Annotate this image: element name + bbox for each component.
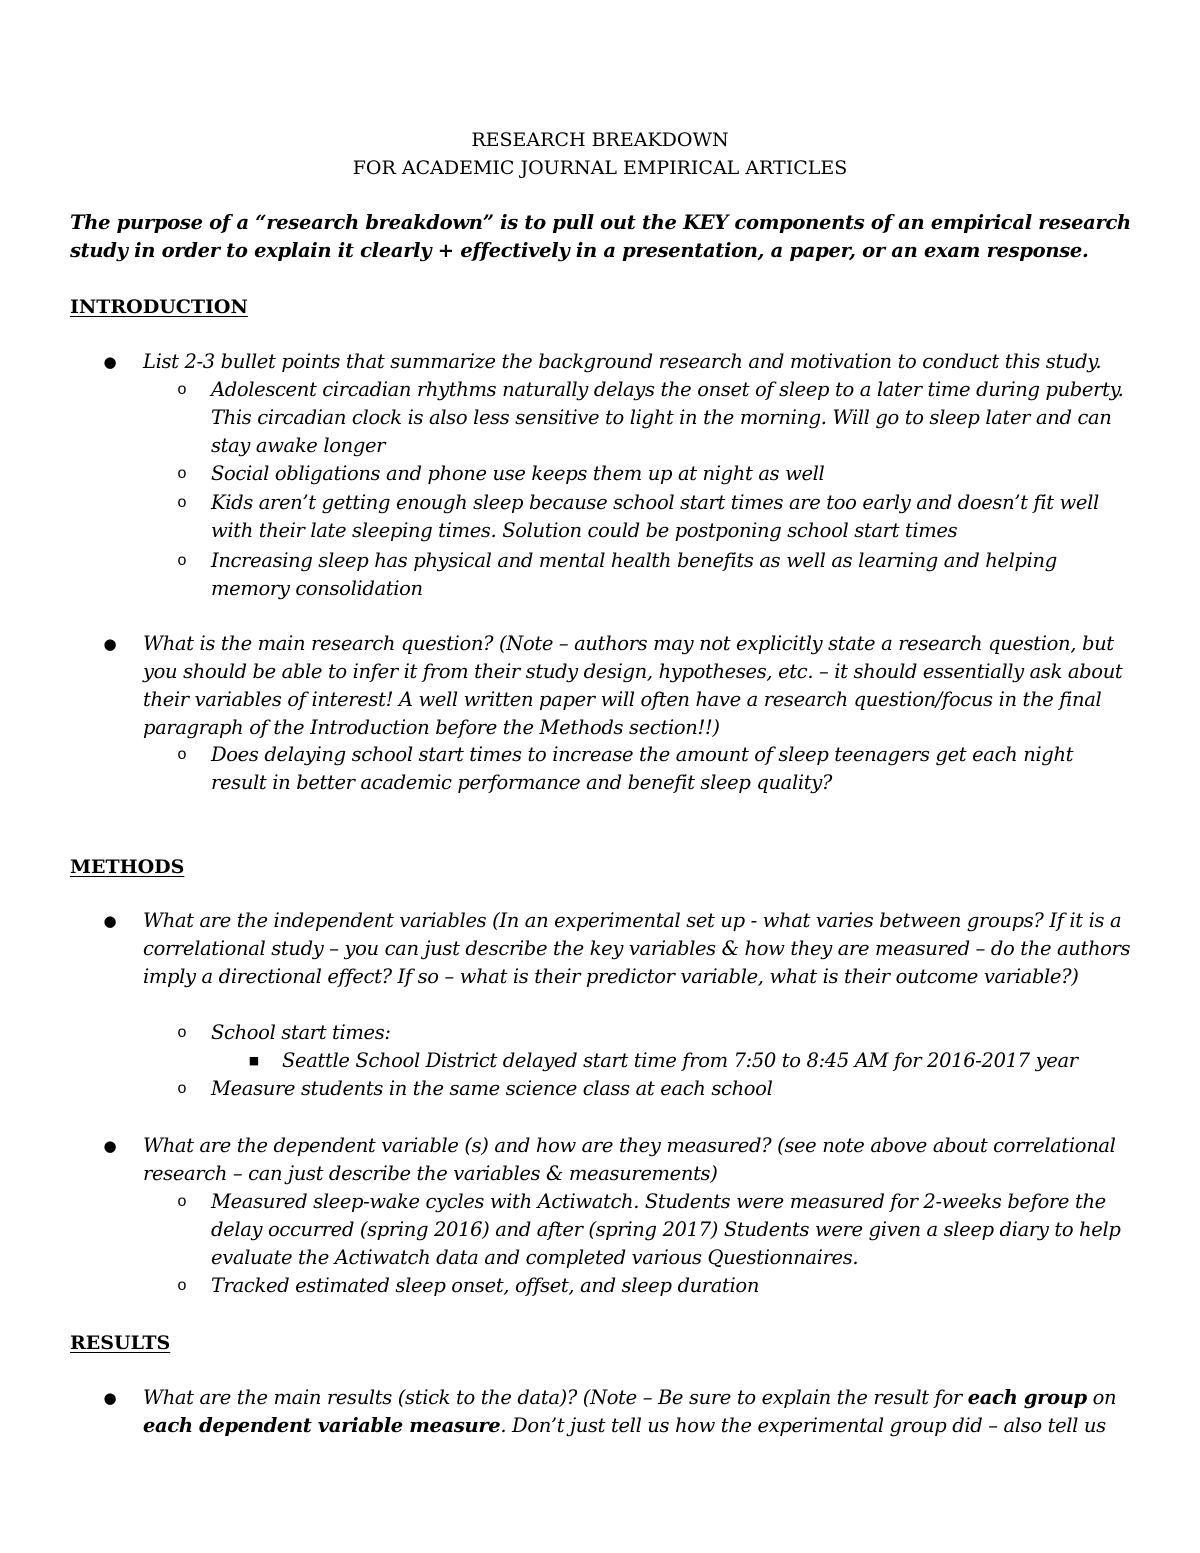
circle-marker: o — [177, 1024, 187, 1041]
methods-heading: METHODS — [70, 856, 185, 878]
circle-marker: o — [177, 1277, 187, 1294]
results-question-text: on — [1086, 1386, 1117, 1409]
methods-answer-item: Measure students in the same science class at each school — [211, 1077, 773, 1100]
methods-answer-item: Measured sleep-wake cycles with Actiwatch. Students were measured for 2-weeks before the delay occurred (spring 2016) and after (spring 2017) Students were given a sleep diary to help evaluate the Actiwatch data and completed various Questionnaires. — [211, 1190, 1121, 1269]
introduction-heading: INTRODUCTION — [70, 296, 248, 318]
bullet-marker: ● — [103, 353, 117, 371]
circle-marker: o — [177, 465, 187, 482]
results-question-text: . Don’t just tell us how the experimental group did – also tell us — [500, 1414, 1106, 1437]
bullet-marker: ● — [103, 912, 117, 930]
methods-answer-subitem: Seattle School District delayed start time from 7:50 to 8:45 AM for 2016-2017 year — [282, 1049, 1078, 1072]
bullet-marker: ● — [103, 1389, 117, 1407]
document-title-line-2: FOR ACADEMIC JOURNAL EMPIRICAL ARTICLES — [352, 157, 848, 179]
bullet-marker: ● — [103, 1137, 117, 1155]
circle-marker: o — [177, 1193, 187, 1210]
results-heading: RESULTS — [70, 1332, 171, 1354]
intro-answer-item: Adolescent circadian rhythms naturally delays the onset of sleep to a later time during puberty. This circadian clock is also less sensitive to light in the morning. Will go to sleep later and can stay awake longer — [211, 378, 1124, 457]
intro-answer-item: Increasing sleep has physical and mental health benefits as well as learning and helping memory consolidation — [211, 549, 1057, 600]
circle-marker: o — [177, 381, 187, 398]
circle-marker: o — [177, 552, 187, 569]
results-emphasis-each-measure: each dependent variable measure — [143, 1414, 501, 1437]
methods-answer-item: School start times: — [211, 1021, 391, 1044]
methods-answer-item: Tracked estimated sleep onset, offset, and sleep duration — [211, 1274, 760, 1297]
intro-answer-item: Social obligations and phone use keeps them up at night as well — [211, 462, 825, 485]
results-emphasis-each-group: each group — [967, 1386, 1087, 1409]
circle-marker: o — [177, 494, 187, 511]
methods-question-dependent: What are the dependent variable (s) and how are they measured? (see note above about correlational research – can just describe the variables & measurements) — [143, 1134, 1116, 1185]
circle-marker: o — [177, 746, 187, 763]
intro-question-background: List 2-3 bullet points that summarize the background research and motivation to conduct this study. — [143, 350, 1102, 373]
purpose-statement: The purpose of a “research breakdown” is to pull out the KEY components of an empirical research study in order to explain it clearly + effectively in a presentation, a paper, or an exam response. — [70, 211, 1131, 262]
square-marker: ■ — [248, 1054, 260, 1067]
circle-marker: o — [177, 1080, 187, 1097]
intro-research-question-answer: Does delaying school start times to increase the amount of sleep teenagers get each night result in better academic performance and benefit sleep quality? — [211, 743, 1074, 794]
bullet-marker: ● — [103, 635, 117, 653]
results-question-text: What are the main results (stick to the data)? (Note – Be sure to explain the result for — [143, 1386, 968, 1409]
intro-answer-item: Kids aren’t getting enough sleep because school start times are too early and doesn’t fit well with their late sleeping times. Solution could be postponing school start times — [211, 491, 1099, 542]
methods-question-independent: What are the independent variables (In an experimental set up - what varies between groups? If it is a correlational study – you can just describe the key variables & how they are measured – do the authors imply a directional effect? If so – what is their predictor variable, what is their outcome variable?) — [143, 909, 1131, 988]
intro-question-research: What is the main research question? (Note – authors may not explicitly state a research question, but you should be able to infer it from their study design, hypotheses, etc. – it should essentially ask about their variables of interest! A well written paper will often have a research question/focus in the final paragraph of the Introduction before the Methods section!!) — [143, 632, 1123, 739]
results-question-main — [143, 1384, 1143, 1440]
document-title-line-1: RESEARCH BREAKDOWN — [471, 129, 729, 151]
